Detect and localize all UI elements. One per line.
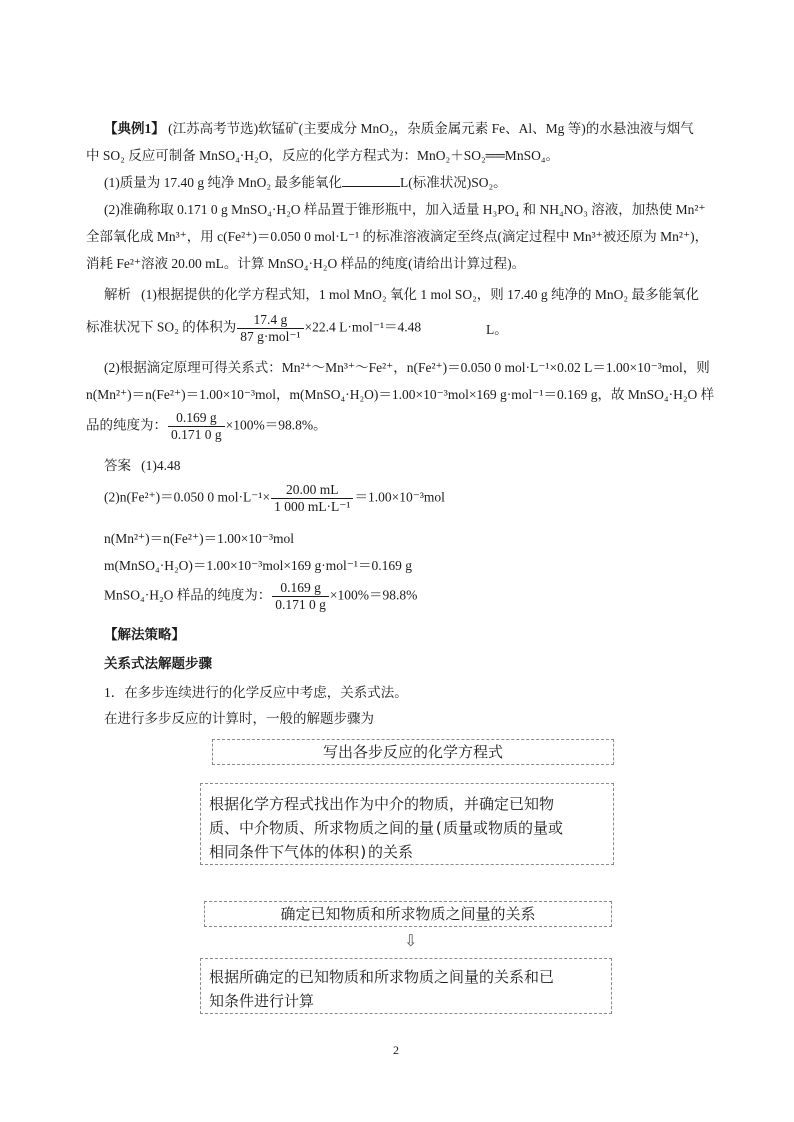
analysis-unit: L。 xyxy=(486,322,508,337)
fraction-3-denominator: 1 000 mL·L⁻¹ xyxy=(274,499,351,514)
strategy-heading: 【解法策略】 xyxy=(104,627,185,642)
question-1-text: (1)质量为 17.40 g 纯净 MnO₂ 最多能氧化 xyxy=(104,175,342,190)
example-intro: (江苏高考节选)软锰矿(主要成分 MnO₂，杂质金属元素 Fe、Al、Mg 等)的水悬浊液与烟气 xyxy=(168,121,694,136)
analysis-line-3: (2)根据滴定原理可得关系式：Mn²⁺～Mn³⁺～Fe²⁺，n(Fe²⁺)＝0.050 0 mol·L⁻¹×0.02 L＝1.00×10⁻³mol，则 xyxy=(104,360,710,375)
flow-step-2-line-2: 质、中介物质、所求物质之间的量(质量或物质的量或 xyxy=(209,819,564,837)
example-tag: 【典例1】 xyxy=(104,121,165,136)
answer-line-5 xyxy=(104,580,417,613)
analysis-text-1: (1)根据提供的化学方程式知，1 mol MnO₂ 氧化 1 mol SO₂，则 17.40 g 纯净的 MnO₂ 最多能氧化 xyxy=(141,287,700,302)
analysis-text-5-result: ×100%＝98.8%。 xyxy=(225,417,327,433)
fraction-1 xyxy=(237,312,303,345)
answer-2-result: ＝1.00×10⁻³mol xyxy=(354,489,445,505)
fraction-4-denominator: 0.171 0 g xyxy=(275,597,326,612)
flow-step-3-text: 确定已知物质和所求物质之间量的关系 xyxy=(280,905,536,923)
fraction-2-denominator: 0.171 0 g xyxy=(171,427,222,442)
answer-line-4: m(MnSO₄·H₂O)＝1.00×10⁻³mol×169 g·mol⁻¹＝0.169 g xyxy=(104,558,412,573)
question-1-tail: L(标准状况)SO₂。 xyxy=(399,175,507,190)
flow-step-4-box xyxy=(200,958,612,1014)
down-arrow-icon: ⇩ xyxy=(404,931,418,950)
answer-blank xyxy=(342,174,400,187)
flow-step-2-line-3: 相同条件下气体的体积)的关系 xyxy=(209,843,414,861)
answer-2-text: (2)n(Fe²⁺)＝0.050 0 mol·L⁻¹× xyxy=(104,489,271,505)
fraction-1-numerator: 17.4 g xyxy=(237,312,303,329)
answer-line-1 xyxy=(104,457,181,475)
fraction-2 xyxy=(168,410,225,443)
question-2-line-3: 消耗 Fe²⁺溶液 20.00 mL。计算 MnSO₄·H₂O 样品的纯度(请给出计算过程)。 xyxy=(86,256,526,271)
flow-step-4-line-2: 知条件进行计算 xyxy=(209,992,315,1010)
analysis-line-5 xyxy=(86,410,327,443)
fraction-1-denominator: 87 g·mol⁻¹ xyxy=(240,329,301,344)
question-2-line-2: 全部氧化成 Mn³⁺，用 c(Fe²⁺)＝0.050 0 mol·L⁻¹ 的标准溶液滴定至终点(滴定过程中 Mn³⁺被还原为 Mn²⁺)， xyxy=(86,229,709,244)
fraction-2-numerator: 0.169 g xyxy=(168,410,225,427)
flow-step-1-box xyxy=(212,739,614,765)
flow-step-3-box xyxy=(204,901,612,927)
fraction-4-numerator: 0.169 g xyxy=(272,580,329,597)
answer-line-2 xyxy=(104,482,445,515)
example-line-1 xyxy=(104,120,694,138)
flow-step-2-line-1: 根据化学方程式找出作为中介的物质，并确定已知物 xyxy=(209,795,555,813)
flow-step-2-box xyxy=(200,783,614,865)
analysis-text-2-result: ×22.4 L·mol⁻¹＝4.48 xyxy=(304,319,422,335)
strategy-subheading: 关系式法解题步骤 xyxy=(104,656,212,671)
fraction-3 xyxy=(271,482,353,515)
answer-5-text: MnSO₄·H₂O 样品的纯度为： xyxy=(104,587,272,603)
fraction-4 xyxy=(272,580,329,613)
strategy-item-1-sub: 在进行多步反应的计算时，一般的解题步骤为 xyxy=(104,711,374,726)
answer-5-result: ×100%＝98.8% xyxy=(329,587,418,603)
analysis-line-4: n(Mn²⁺)＝n(Fe²⁺)＝1.00×10⁻³mol，m(MnSO₄·H₂O)＝1.00×10⁻³mol×169 g·mol⁻¹＝0.169 g，故 MnSO₄·H₂O 样 xyxy=(86,387,715,402)
page-number: 2 xyxy=(393,1043,399,1057)
answer-1: (1)4.48 xyxy=(141,458,181,473)
question-1 xyxy=(104,174,507,192)
answer-line-3: n(Mn²⁺)＝n(Fe²⁺)＝1.00×10⁻³mol xyxy=(104,531,294,546)
example-line-2: 中 SO₂ 反应可制备 MnSO₄·H₂O，反应的化学方程式为：MnO₂＋SO₂══MnSO₄。 xyxy=(86,148,560,163)
strategy-item-1: 1．在多步连续进行的化学反应中考虑，关系式法。 xyxy=(104,685,408,700)
answer-label: 答案 xyxy=(104,458,131,473)
fraction-3-numerator: 20.00 mL xyxy=(271,482,353,499)
analysis-text-2: 标准状况下 SO₂ 的体积为 xyxy=(86,319,237,335)
analysis-label: 解析 xyxy=(104,287,131,302)
flow-step-1-text: 写出各步反应的化学方程式 xyxy=(322,743,503,761)
analysis-line-1 xyxy=(104,286,699,304)
analysis-text-5: 品的纯度为： xyxy=(86,417,167,433)
question-2-line-1: (2)准确称取 0.171 0 g MnSO₄·H₂O 样品置于锥形瓶中，加入适量 H₃PO₄ 和 NH₄NO₃ 溶液，加热使 Mn²⁺ xyxy=(104,202,706,217)
analysis-line-2 xyxy=(86,312,421,345)
flow-step-4-line-1: 根据所确定的已知物质和所求物质之间量的关系和已 xyxy=(209,968,555,986)
